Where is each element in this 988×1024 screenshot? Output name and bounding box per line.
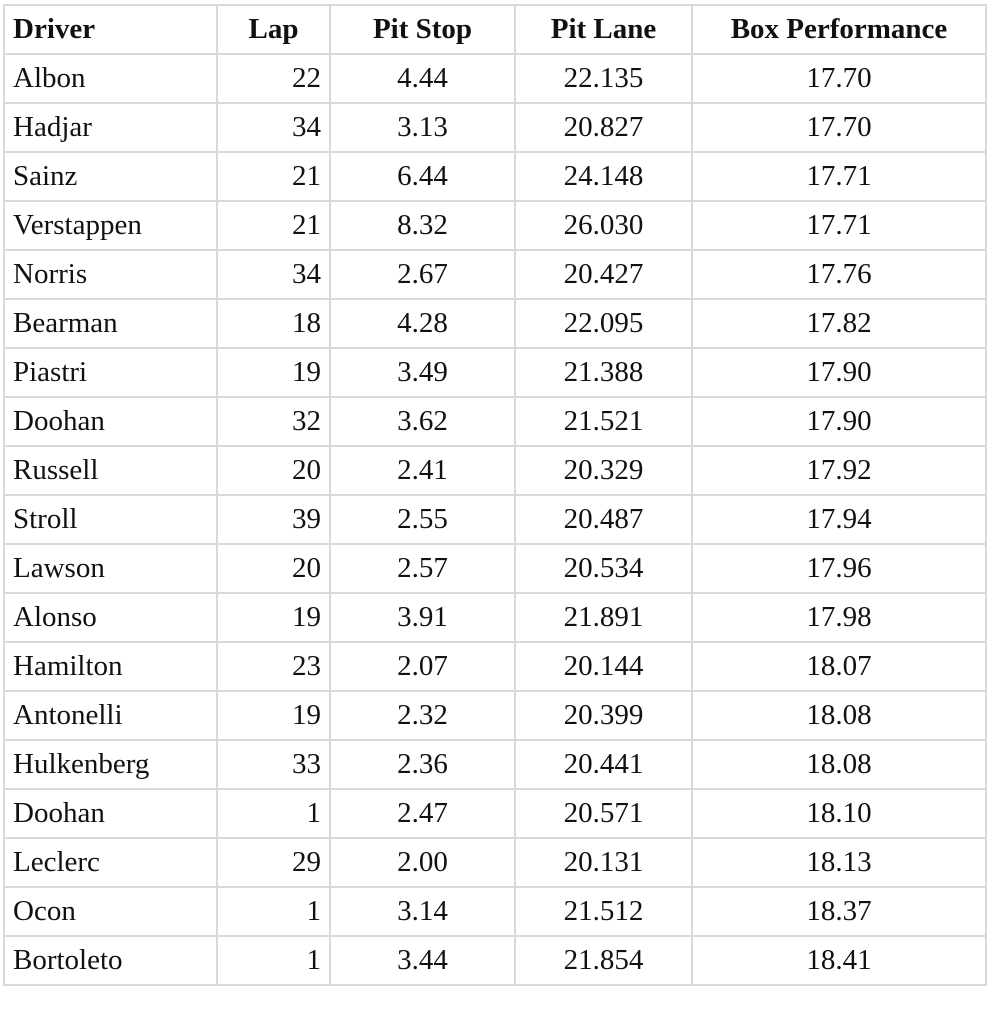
cell-box-performance: 18.37 (692, 887, 986, 936)
cell-box-performance: 17.70 (692, 103, 986, 152)
cell-pit-stop: 3.14 (330, 887, 515, 936)
cell-pit-stop: 2.57 (330, 544, 515, 593)
cell-lap: 19 (217, 593, 330, 642)
pit-stop-table (3, 4, 987, 986)
table-row (4, 54, 986, 103)
table-row (4, 887, 986, 936)
cell-pit-lane: 20.131 (515, 838, 692, 887)
table-row (4, 495, 986, 544)
cell-lap: 23 (217, 642, 330, 691)
cell-pit-stop: 3.44 (330, 936, 515, 985)
header-pit-lane: Pit Lane (515, 5, 692, 54)
cell-pit-lane: 21.854 (515, 936, 692, 985)
cell-box-performance: 18.13 (692, 838, 986, 887)
cell-box-performance: 17.92 (692, 446, 986, 495)
cell-driver: Hulkenberg (4, 740, 217, 789)
cell-driver: Lawson (4, 544, 217, 593)
cell-box-performance: 17.71 (692, 201, 986, 250)
cell-driver: Ocon (4, 887, 217, 936)
cell-box-performance: 18.08 (692, 740, 986, 789)
cell-driver: Hamilton (4, 642, 217, 691)
table-row (4, 544, 986, 593)
table-row (4, 250, 986, 299)
cell-lap: 34 (217, 103, 330, 152)
cell-lap: 1 (217, 887, 330, 936)
cell-driver: Sainz (4, 152, 217, 201)
table-row (4, 936, 986, 985)
header-row (4, 5, 986, 54)
cell-lap: 1 (217, 936, 330, 985)
cell-pit-stop: 2.55 (330, 495, 515, 544)
cell-driver: Stroll (4, 495, 217, 544)
cell-box-performance: 17.76 (692, 250, 986, 299)
cell-box-performance: 17.71 (692, 152, 986, 201)
cell-box-performance: 17.90 (692, 397, 986, 446)
cell-pit-lane: 20.144 (515, 642, 692, 691)
table-row (4, 740, 986, 789)
cell-box-performance: 18.10 (692, 789, 986, 838)
cell-pit-stop: 3.13 (330, 103, 515, 152)
cell-pit-lane: 21.512 (515, 887, 692, 936)
cell-lap: 21 (217, 201, 330, 250)
cell-pit-stop: 6.44 (330, 152, 515, 201)
table-body (4, 54, 986, 985)
cell-pit-lane: 22.095 (515, 299, 692, 348)
cell-lap: 18 (217, 299, 330, 348)
cell-box-performance: 17.70 (692, 54, 986, 103)
header-lap: Lap (217, 5, 330, 54)
cell-pit-stop: 2.47 (330, 789, 515, 838)
cell-driver: Russell (4, 446, 217, 495)
cell-box-performance: 17.96 (692, 544, 986, 593)
cell-pit-lane: 21.388 (515, 348, 692, 397)
cell-pit-lane: 20.329 (515, 446, 692, 495)
header-box-performance: Box Performance (692, 5, 986, 54)
cell-driver: Norris (4, 250, 217, 299)
cell-driver: Piastri (4, 348, 217, 397)
cell-lap: 20 (217, 446, 330, 495)
table-row (4, 152, 986, 201)
table-row (4, 348, 986, 397)
cell-driver: Leclerc (4, 838, 217, 887)
cell-pit-lane: 20.399 (515, 691, 692, 740)
cell-lap: 29 (217, 838, 330, 887)
cell-pit-lane: 20.441 (515, 740, 692, 789)
cell-pit-lane: 22.135 (515, 54, 692, 103)
cell-pit-stop: 3.91 (330, 593, 515, 642)
cell-box-performance: 17.94 (692, 495, 986, 544)
table-row (4, 838, 986, 887)
cell-pit-lane: 26.030 (515, 201, 692, 250)
table-row (4, 691, 986, 740)
cell-driver: Bearman (4, 299, 217, 348)
cell-driver: Doohan (4, 789, 217, 838)
cell-pit-lane: 20.534 (515, 544, 692, 593)
table-row (4, 593, 986, 642)
cell-lap: 20 (217, 544, 330, 593)
cell-driver: Albon (4, 54, 217, 103)
cell-box-performance: 17.98 (692, 593, 986, 642)
cell-box-performance: 17.82 (692, 299, 986, 348)
cell-driver: Bortoleto (4, 936, 217, 985)
cell-box-performance: 17.90 (692, 348, 986, 397)
cell-pit-stop: 3.62 (330, 397, 515, 446)
cell-pit-stop: 2.36 (330, 740, 515, 789)
cell-lap: 33 (217, 740, 330, 789)
cell-driver: Doohan (4, 397, 217, 446)
cell-driver: Hadjar (4, 103, 217, 152)
cell-box-performance: 18.41 (692, 936, 986, 985)
table-row (4, 642, 986, 691)
cell-box-performance: 18.08 (692, 691, 986, 740)
cell-pit-stop: 4.44 (330, 54, 515, 103)
header-driver: Driver (4, 5, 217, 54)
table-row (4, 103, 986, 152)
cell-pit-stop: 3.49 (330, 348, 515, 397)
cell-pit-lane: 20.427 (515, 250, 692, 299)
cell-pit-stop: 8.32 (330, 201, 515, 250)
table-row (4, 446, 986, 495)
cell-pit-stop: 2.67 (330, 250, 515, 299)
cell-driver: Antonelli (4, 691, 217, 740)
cell-driver: Verstappen (4, 201, 217, 250)
cell-pit-lane: 21.521 (515, 397, 692, 446)
cell-lap: 21 (217, 152, 330, 201)
cell-lap: 34 (217, 250, 330, 299)
cell-box-performance: 18.07 (692, 642, 986, 691)
table-row (4, 299, 986, 348)
cell-lap: 32 (217, 397, 330, 446)
table-row (4, 201, 986, 250)
cell-lap: 19 (217, 691, 330, 740)
cell-pit-stop: 4.28 (330, 299, 515, 348)
cell-pit-stop: 2.41 (330, 446, 515, 495)
cell-pit-lane: 24.148 (515, 152, 692, 201)
cell-lap: 1 (217, 789, 330, 838)
table-row (4, 789, 986, 838)
cell-lap: 19 (217, 348, 330, 397)
cell-pit-stop: 2.07 (330, 642, 515, 691)
table-header (4, 5, 986, 54)
cell-pit-lane: 20.487 (515, 495, 692, 544)
cell-pit-lane: 20.571 (515, 789, 692, 838)
header-pit-stop: Pit Stop (330, 5, 515, 54)
cell-lap: 22 (217, 54, 330, 103)
cell-pit-lane: 21.891 (515, 593, 692, 642)
table-row (4, 397, 986, 446)
cell-pit-lane: 20.827 (515, 103, 692, 152)
cell-pit-stop: 2.00 (330, 838, 515, 887)
cell-lap: 39 (217, 495, 330, 544)
cell-driver: Alonso (4, 593, 217, 642)
cell-pit-stop: 2.32 (330, 691, 515, 740)
